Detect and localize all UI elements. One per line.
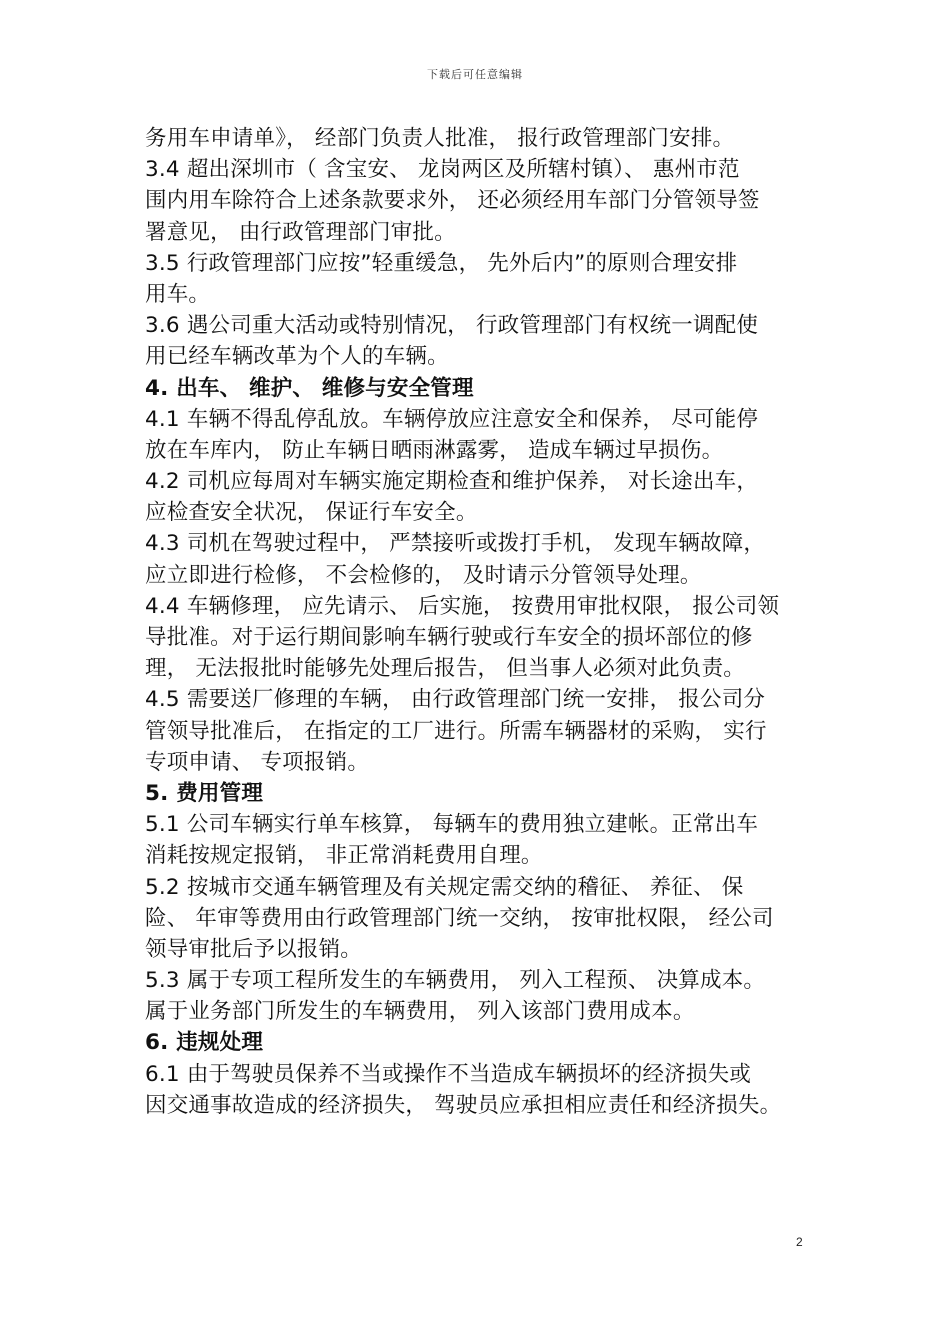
section-heading: 5. 费用管理 — [145, 780, 264, 806]
text-line: 4.4 车辆修理， 应先请示、 后实施， 按费用审批权限， 报公司领 — [145, 593, 780, 619]
text-line: 务用车申请单》， 经部门负责人批准， 报行政管理部门安排。 — [145, 126, 735, 151]
text-line: 5.3 属于专项工程所发生的车辆费用， 列入工程预、 决算成本。 — [145, 968, 766, 994]
text-line: 4.5 需要送厂修理的车辆， 由行政管理部门统一安排， 报公司分 — [145, 687, 766, 713]
text-line: 5.1 公司车辆实行单车核算， 每辆车的费用独立建帐。正常出车 — [145, 812, 759, 838]
text-line: 3.4 超出深圳市（ 含宝安、 龙岗两区及所辖村镇）、 惠州市范 — [145, 157, 740, 183]
text-line: 3.5 行政管理部门应按”轻重缓急， 先外后内”的原则合理安排 — [145, 250, 738, 276]
text-line: 应检查安全状况， 保证行车安全。 — [145, 500, 478, 526]
text-line: 放在车库内， 防止车辆日晒雨淋露雾， 造成车辆过早损伤。 — [145, 437, 724, 463]
section-heading: 4. 出车、 维护、 维修与安全管理 — [145, 375, 474, 401]
text-line: 署意见， 由行政管理部门审批。 — [145, 219, 456, 245]
text-line: 4.3 司机在驾驶过程中， 严禁接听或拨打手机， 发现车辆故障， — [145, 531, 766, 557]
section-heading: 6. 违规处理 — [145, 1030, 264, 1056]
page-header: 下载后可任意编辑 — [427, 68, 523, 81]
text-line: 属于业务部门所发生的车辆费用， 列入该部门费用成本。 — [145, 999, 695, 1025]
text-line: 应立即进行检修， 不会检修的， 及时请示分管领导处理。 — [145, 562, 702, 588]
text-line: 5.2 按城市交通车辆管理及有关规定需交纳的稽征、 养征、 保 — [145, 874, 744, 900]
document-body — [145, 123, 813, 1121]
text-line: 领导审批后予以报销。 — [145, 936, 363, 962]
text-line: 4.1 车辆不得乱停乱放。车辆停放应注意安全和保养， 尽可能停 — [145, 406, 759, 432]
text-line: 用车。 — [145, 281, 211, 307]
text-line: 因交通事故造成的经济损失， 驾驶员应承担相应责任和经济损失。 — [145, 1092, 782, 1118]
text-line: 6.1 由于驾驶员保养不当或操作不当造成车辆损坏的经济损失或 — [145, 1061, 752, 1087]
text-line: 导批准。对于运行期间影响车辆行驶或行车安全的损坏部位的修 — [145, 625, 753, 650]
text-line: 险、 年审等费用由行政管理部门统一交纳， 按审批权限， 经公司 — [145, 905, 774, 931]
text-line: 围内用车除符合上述条款要求外， 还必须经用车部门分管领导签 — [145, 188, 760, 214]
text-line: 4.2 司机应每周对车辆实施定期检查和维护保养， 对长途出车， — [145, 469, 759, 495]
text-line: 用已经车辆改革为个人的车辆。 — [145, 344, 449, 370]
text-line: 3.6 遇公司重大活动或特别情况， 行政管理部门有权统一调配使 — [145, 313, 759, 339]
page-number: 2 — [796, 1235, 803, 1249]
text-line: 理， 无法报批时能够先处理后报告， 但当事人必须对此负责。 — [145, 656, 745, 682]
text-line: 管领导批准后， 在指定的工厂进行。所需车辆器材的采购， 实行 — [145, 718, 767, 744]
text-line: 消耗按规定报销， 非正常消耗费用自理。 — [145, 843, 543, 869]
text-line: 专项申请、 专项报销。 — [145, 749, 370, 775]
